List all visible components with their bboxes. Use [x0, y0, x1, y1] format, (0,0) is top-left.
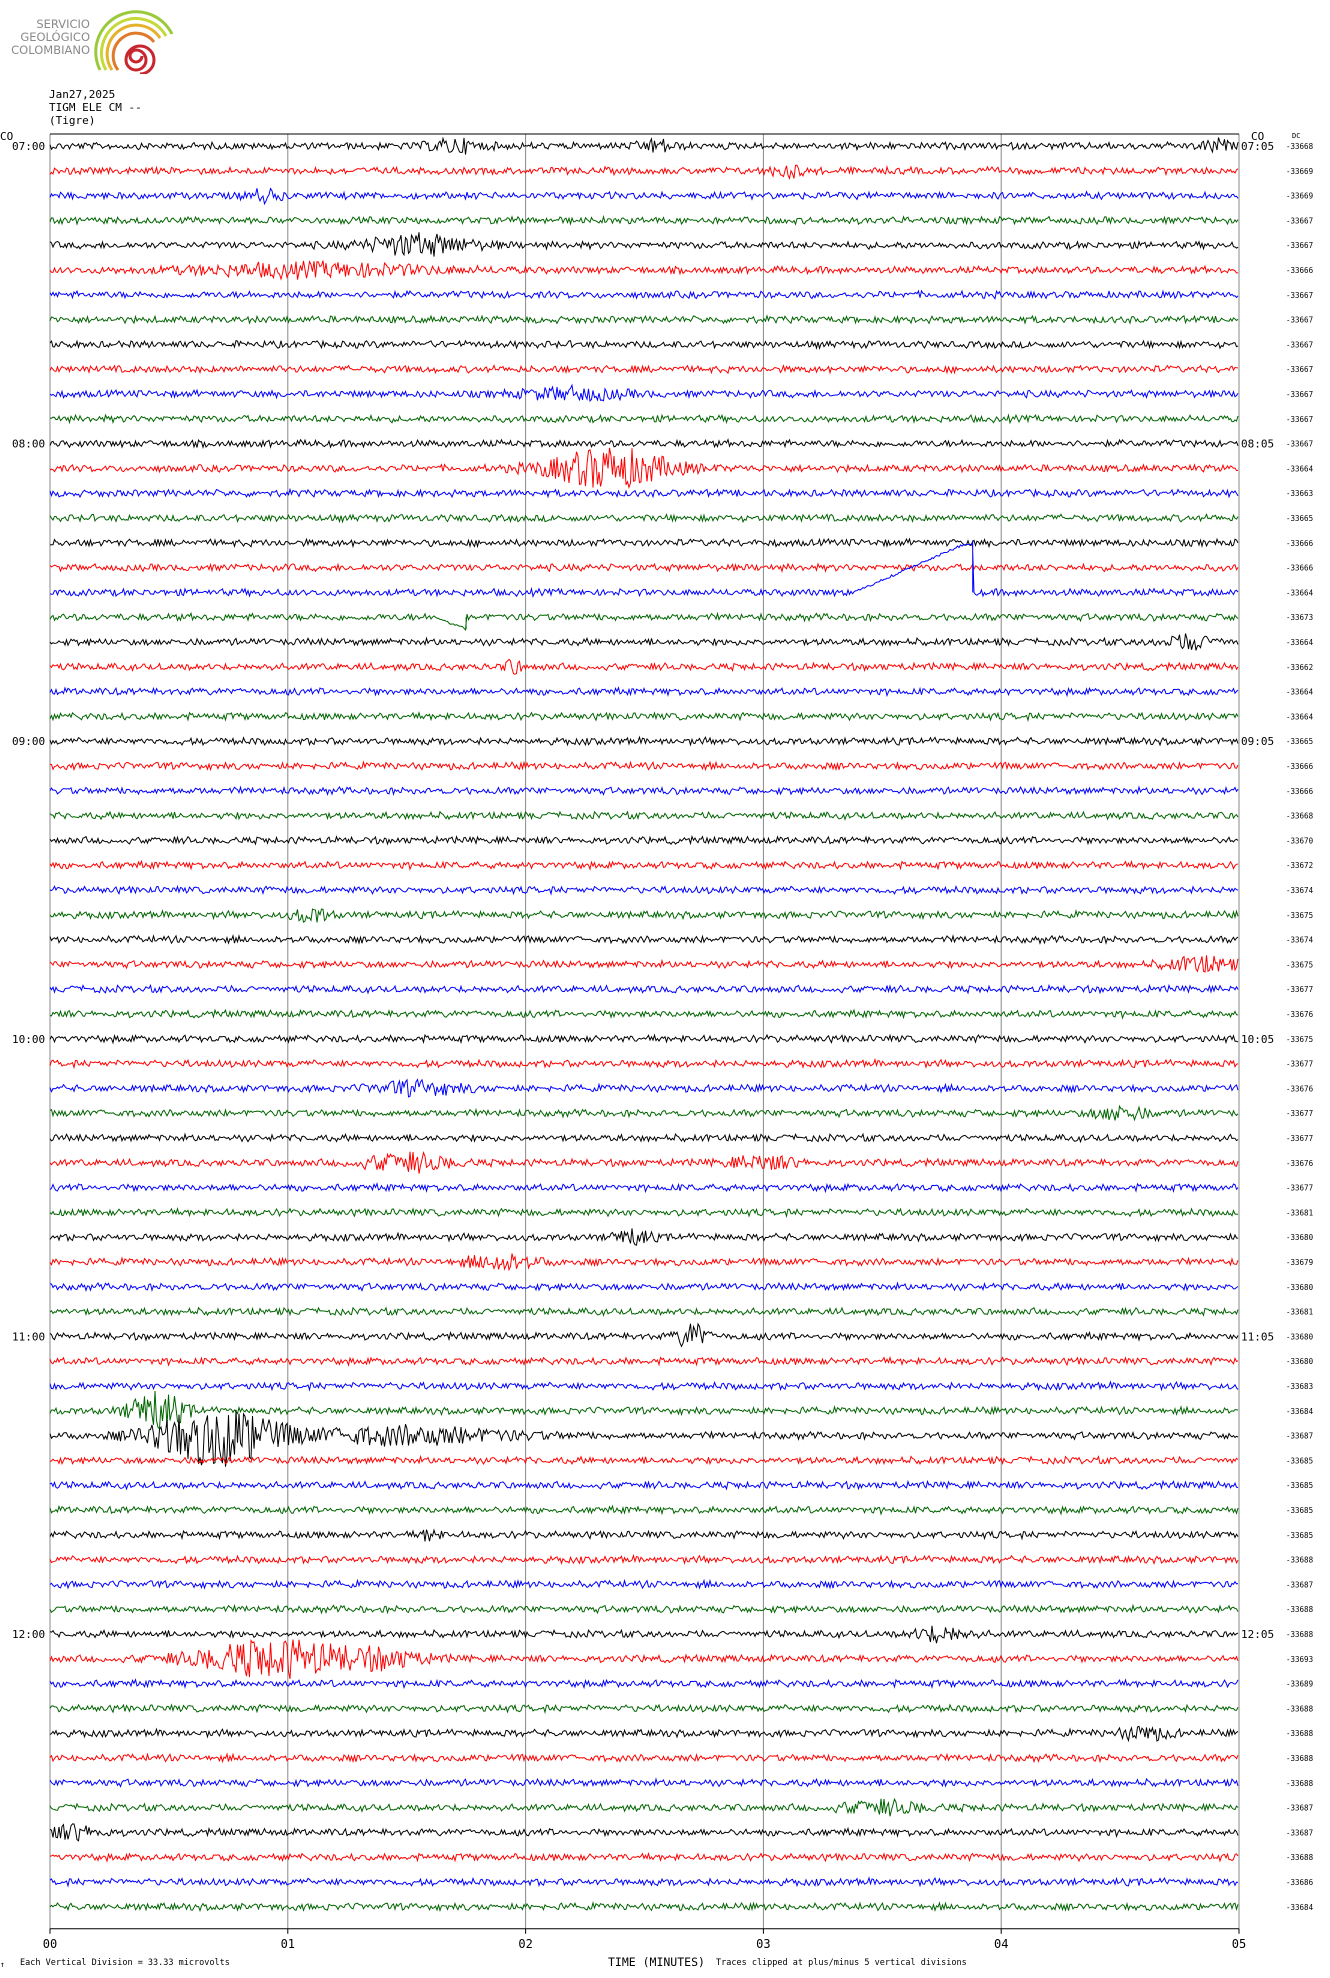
left-time-label: 10:00	[12, 1032, 46, 1046]
trace-row-56	[50, 1530, 1238, 1542]
dc-value: -33684	[1286, 1406, 1314, 1416]
trace-row-13	[50, 448, 1238, 488]
trace-row-0	[50, 138, 1238, 155]
trace-row-4	[50, 232, 1238, 256]
dc-value: -33665	[1286, 737, 1314, 747]
minute-gridlines	[50, 134, 1239, 1929]
dc-value: -33663	[1286, 489, 1314, 499]
trace-row-10	[50, 385, 1238, 401]
trace-row-55	[50, 1506, 1238, 1514]
dc-value: -33667	[1286, 439, 1314, 449]
logo-text-line2: GEOLÓGICO	[20, 30, 90, 44]
dc-value: -33681	[1286, 1208, 1314, 1218]
left-time-label: 09:00	[12, 735, 46, 749]
header-station: TIGM ELE CM --	[49, 101, 142, 114]
trace-row-11	[50, 415, 1238, 423]
dc-value: -33666	[1286, 786, 1314, 796]
dc-value: -33669	[1286, 166, 1314, 176]
trace-row-37	[50, 1060, 1238, 1068]
dc-value: -33679	[1286, 1258, 1314, 1267]
x-tick-label: 05	[1231, 1936, 1247, 1951]
trace-row-70	[50, 1878, 1238, 1886]
dc-value: -33688	[1286, 1754, 1314, 1763]
dc-value: -33680	[1286, 1233, 1314, 1243]
trace-row-50	[50, 1382, 1238, 1390]
dc-value: -33664	[1286, 638, 1314, 647]
trace-row-48	[50, 1324, 1238, 1347]
left-time-label: 07:00	[12, 140, 46, 153]
trace-row-25	[50, 762, 1238, 770]
dc-value: -33673	[1286, 613, 1314, 623]
dc-value: -33688	[1286, 1555, 1314, 1565]
dc-value: -33687	[1286, 1828, 1314, 1838]
trace-row-40	[50, 1134, 1238, 1142]
trace-row-7	[50, 316, 1238, 324]
dc-value: -33666	[1286, 563, 1314, 573]
dc-value: -33688	[1286, 1778, 1314, 1788]
trace-row-41	[50, 1152, 1238, 1174]
trace-row-36	[50, 1035, 1238, 1043]
trace-row-35	[50, 1010, 1238, 1018]
dc-value: -33667	[1286, 414, 1314, 424]
dc-header: DC	[1292, 132, 1301, 140]
right-time-label: 10:05	[1241, 1032, 1275, 1046]
trace-row-39	[50, 1106, 1238, 1120]
trace-row-15	[50, 514, 1238, 522]
dc-value: -33672	[1286, 861, 1314, 871]
dc-value: -33668	[1286, 142, 1314, 151]
trace-row-42	[50, 1184, 1238, 1192]
trace-row-27	[50, 812, 1238, 820]
dc-value: -33669	[1286, 191, 1314, 201]
label-layer	[0, 130, 1314, 1969]
dc-value: -33677	[1286, 1109, 1314, 1119]
dc-value: -33667	[1286, 340, 1314, 350]
trace-row-53	[50, 1457, 1238, 1465]
x-tick-label: 04	[993, 1936, 1009, 1951]
left-time-label: 11:00	[12, 1330, 46, 1344]
trace-row-23	[50, 713, 1238, 721]
dc-value: -33666	[1286, 762, 1314, 771]
dc-value: -33667	[1286, 365, 1314, 375]
dc-value: -33677	[1286, 985, 1314, 995]
dc-value: -33667	[1286, 290, 1314, 300]
dc-value: -33664	[1286, 588, 1314, 598]
dc-value: -33680	[1286, 1332, 1314, 1342]
trace-row-29	[50, 861, 1238, 869]
trace-row-34	[50, 985, 1238, 993]
left-time-label: 08:00	[12, 437, 46, 451]
dc-value: -33666	[1286, 538, 1314, 548]
dc-value: -33688	[1286, 1853, 1314, 1863]
dc-value: -33677	[1286, 1059, 1314, 1069]
trace-row-71	[50, 1903, 1238, 1911]
dc-value: -33689	[1286, 1679, 1314, 1689]
trace-row-47	[50, 1308, 1238, 1316]
trace-row-67	[50, 1799, 1238, 1817]
dc-value: -33677	[1286, 1134, 1314, 1143]
trace-row-63	[50, 1705, 1238, 1713]
dc-value: -33662	[1286, 662, 1314, 672]
x-tick-label: 03	[756, 1936, 771, 1951]
dc-value: -33680	[1286, 1357, 1314, 1367]
dc-value: -33687	[1286, 1803, 1314, 1813]
trace-row-49	[50, 1358, 1238, 1366]
trace-row-61	[50, 1640, 1238, 1679]
trace-row-44	[50, 1228, 1238, 1245]
trace-row-32	[50, 936, 1238, 944]
dc-value: -33676	[1286, 1010, 1314, 1019]
dc-value: -33675	[1286, 960, 1314, 970]
trace-row-16	[50, 539, 1238, 547]
dc-value: -33688	[1286, 1729, 1314, 1739]
dc-value: -33688	[1286, 1605, 1314, 1615]
dc-value: -33674	[1286, 935, 1314, 945]
dc-value: -33667	[1286, 315, 1314, 325]
trace-row-24	[50, 737, 1238, 745]
dc-value: -33666	[1286, 266, 1314, 275]
trace-row-69	[50, 1854, 1238, 1862]
dc-value: -33686	[1286, 1878, 1314, 1887]
dc-value: -33675	[1286, 910, 1314, 920]
left-time-label: 12:00	[12, 1628, 46, 1641]
trace-row-30	[50, 886, 1238, 894]
trace-row-57	[50, 1556, 1238, 1564]
trace-row-28	[50, 837, 1238, 845]
x-tick-label: 00	[42, 1936, 58, 1951]
trace-row-62	[50, 1680, 1238, 1688]
trace-row-3	[50, 217, 1238, 225]
trace-layer	[50, 138, 1238, 1911]
trace-row-9	[50, 366, 1238, 374]
trace-row-8	[50, 341, 1238, 349]
trace-row-12	[50, 440, 1238, 448]
trace-row-46	[50, 1283, 1238, 1291]
trace-row-21	[50, 659, 1238, 674]
trace-row-64	[50, 1726, 1238, 1741]
header-date: Jan27,2025	[49, 88, 116, 101]
dc-value: -33676	[1286, 1158, 1314, 1168]
trace-row-33	[50, 955, 1238, 972]
dc-value: -33667	[1286, 390, 1314, 399]
logo-text-line3: COLOMBIANO	[11, 43, 90, 57]
trace-row-20	[50, 634, 1238, 651]
trace-row-17	[50, 564, 1238, 572]
trace-row-60	[50, 1626, 1238, 1643]
right-time-label: 08:05	[1241, 437, 1275, 451]
trace-row-19	[50, 613, 1238, 630]
trace-row-26	[50, 787, 1238, 795]
dc-value: -33684	[1286, 1902, 1314, 1912]
logo-text-line1: SERVICIO	[36, 17, 90, 31]
trace-row-66	[50, 1779, 1238, 1787]
dc-value: -33667	[1286, 241, 1314, 251]
footer-clip-note: Traces clipped at plus/minus 5 vertical divisions	[716, 1957, 967, 1968]
trace-row-65	[50, 1754, 1238, 1762]
right-time-label: 07:05	[1241, 140, 1275, 153]
dc-value: -33668	[1286, 811, 1314, 821]
dc-value: -33667	[1286, 216, 1314, 226]
x-axis-label: TIME (MINUTES)	[608, 1954, 705, 1969]
dc-value: -33685	[1286, 1456, 1314, 1466]
dc-value: -33683	[1286, 1382, 1314, 1391]
dc-value: -33687	[1286, 1580, 1314, 1590]
right-time-label: 09:05	[1241, 735, 1275, 749]
right-time-label: 12:05	[1241, 1628, 1275, 1641]
trace-row-14	[50, 490, 1238, 498]
dc-value: -33677	[1286, 1183, 1314, 1193]
right-time-label: 11:05	[1241, 1330, 1275, 1344]
header-location: (Tigre)	[49, 114, 96, 127]
footer-scale-note: Each Vertical Division = 33.33 microvolts	[20, 1957, 230, 1968]
trace-row-2	[50, 188, 1238, 204]
trace-row-38	[50, 1080, 1238, 1097]
dc-value: -33676	[1286, 1084, 1314, 1094]
dc-value: -33685	[1286, 1530, 1314, 1540]
dc-value: -33675	[1286, 1034, 1314, 1044]
left-corner-label: CO	[0, 130, 14, 143]
trace-row-22	[50, 688, 1238, 696]
x-tick-label: 01	[280, 1936, 296, 1951]
trace-row-6	[50, 291, 1238, 299]
dc-value: -33670	[1286, 836, 1314, 846]
trace-row-5	[50, 261, 1238, 280]
dc-value: -33687	[1286, 1431, 1314, 1441]
trace-row-43	[50, 1209, 1238, 1217]
trace-row-31	[50, 909, 1238, 922]
dc-value: -33680	[1286, 1282, 1314, 1292]
trace-row-1	[50, 165, 1238, 178]
dc-value: -33693	[1286, 1654, 1314, 1664]
right-corner-label: CO	[1251, 130, 1265, 143]
dc-value: -33685	[1286, 1481, 1314, 1491]
dc-value: -33688	[1286, 1630, 1314, 1639]
dc-value: -33674	[1286, 886, 1314, 895]
dc-value: -33688	[1286, 1704, 1314, 1714]
trace-row-45	[50, 1254, 1238, 1270]
dc-value: -33664	[1286, 464, 1314, 474]
dc-value: -33664	[1286, 687, 1314, 697]
trace-row-54	[50, 1481, 1238, 1489]
dc-value: -33664	[1286, 712, 1314, 722]
trace-row-59	[50, 1605, 1238, 1613]
dc-value: -33685	[1286, 1506, 1314, 1515]
x-tick-label: 02	[518, 1936, 533, 1951]
dc-value: -33665	[1286, 514, 1314, 523]
trace-row-58	[50, 1581, 1238, 1589]
trace-row-68	[50, 1824, 1238, 1841]
dc-value: -33681	[1286, 1307, 1314, 1317]
scale-icon: ↑	[0, 1959, 5, 1969]
